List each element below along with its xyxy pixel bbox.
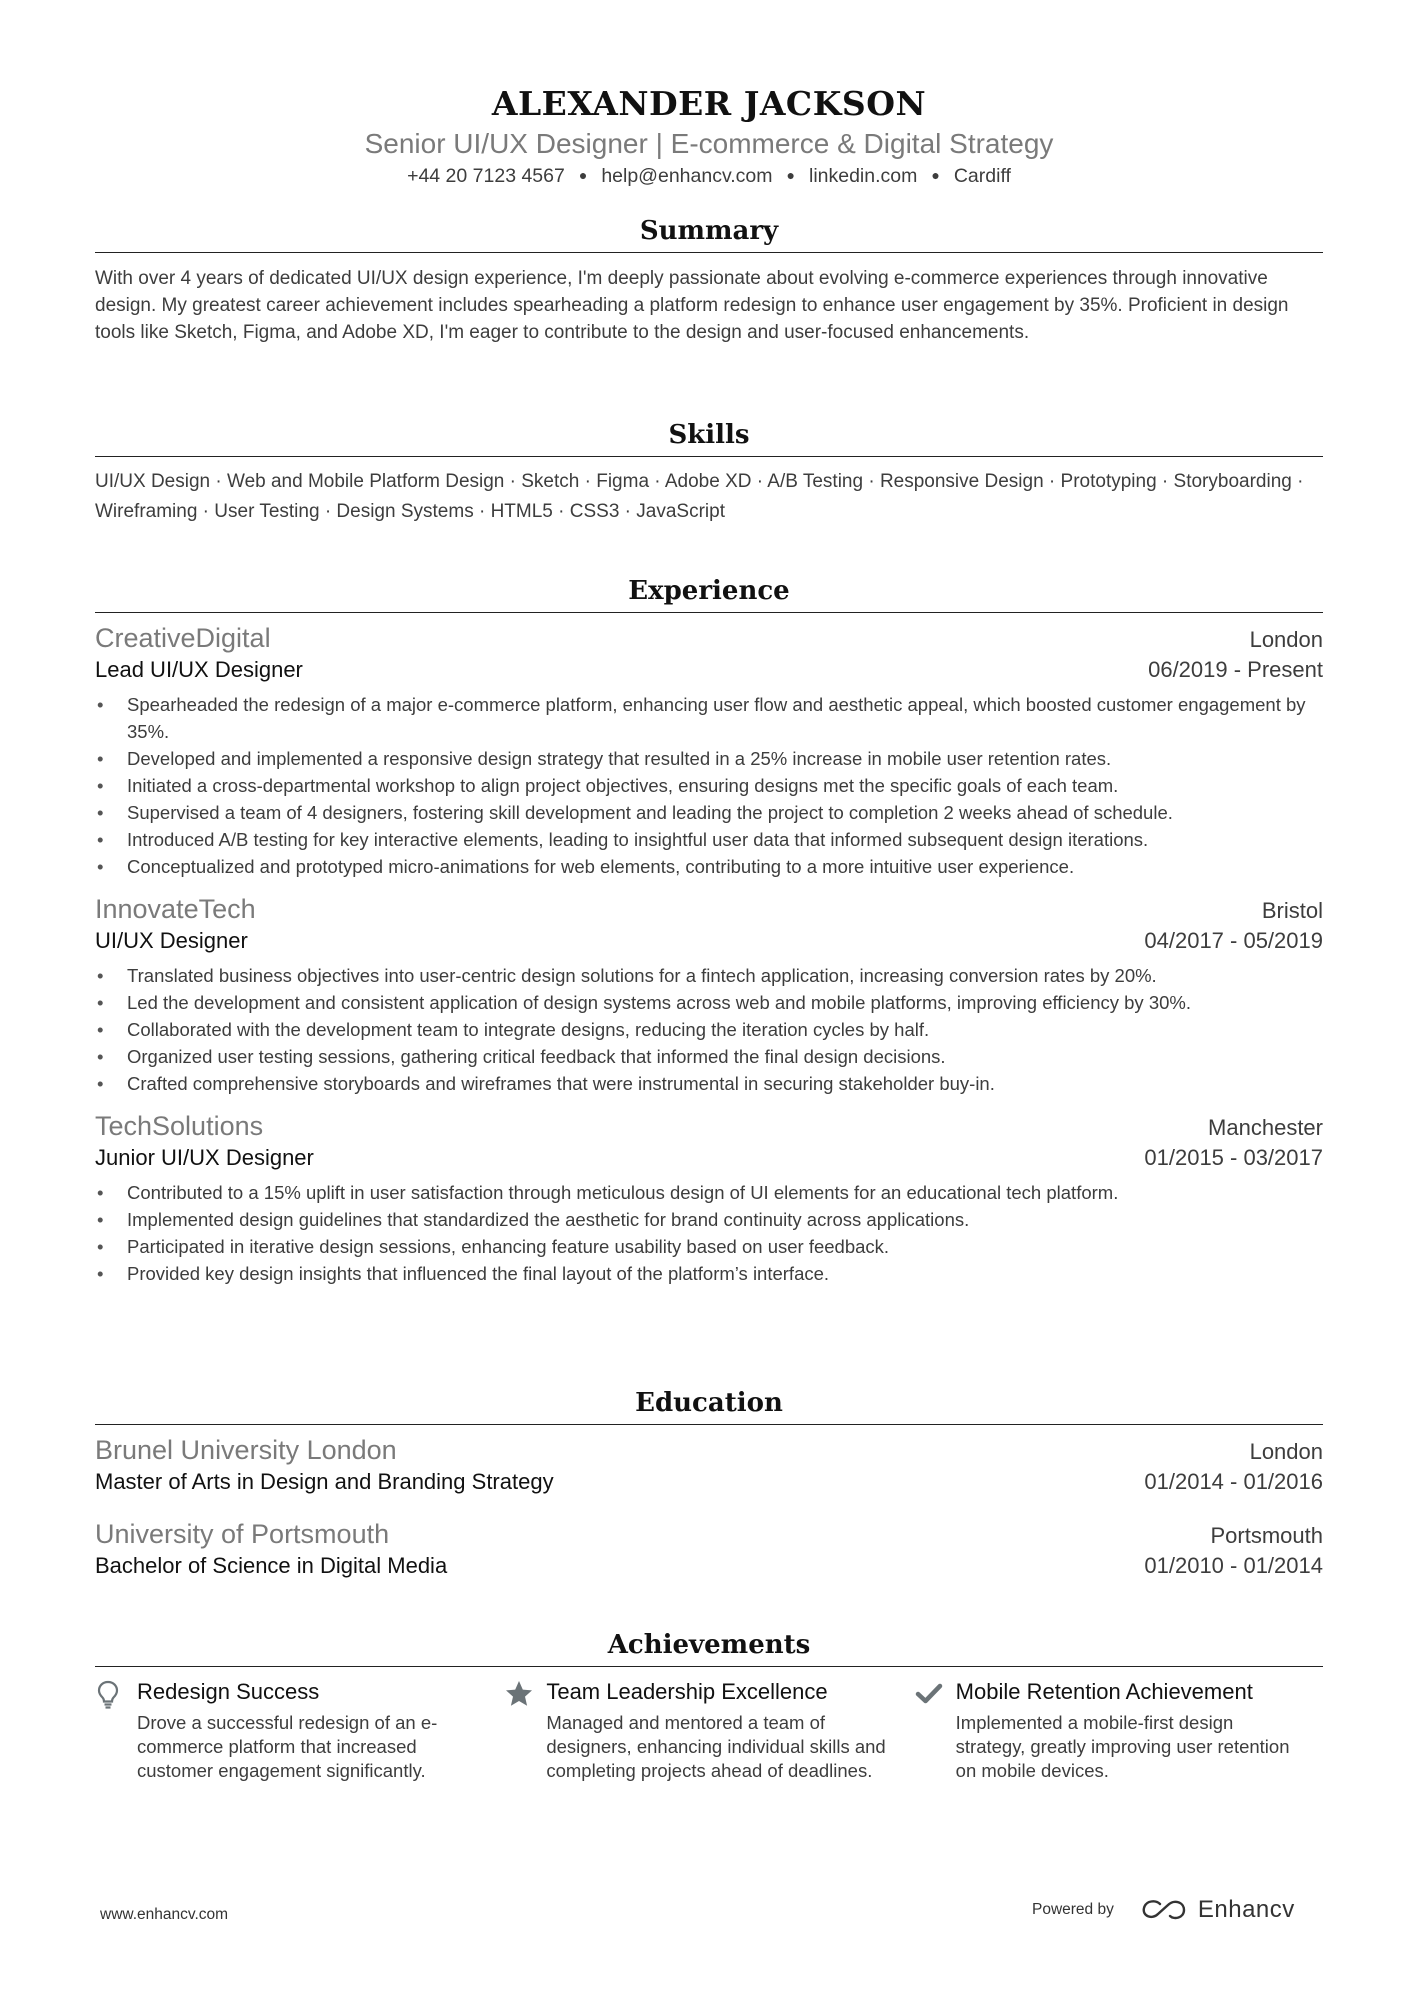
school-name: University of Portsmouth	[95, 1519, 390, 1549]
bullet-item: • Led the development and consistent application of design systems across web and mobile platforms, improving efficiency by 30%.	[127, 989, 1323, 1016]
footer-branding	[1032, 1896, 1295, 1924]
bullet-item: • Participated in iterative design sessions, enhancing feature usability based on user feedback.	[127, 1233, 1323, 1260]
company-name: TechSolutions	[95, 1111, 264, 1141]
bullet-item: • Introduced A/B testing for key interactive elements, leading to insightful user data that informed subsequent design iterations.	[127, 826, 1323, 853]
job-location: Manchester	[1208, 1115, 1323, 1140]
job-bullets	[95, 1179, 1323, 1287]
job-entry	[95, 892, 1323, 1097]
achievements-section	[95, 1628, 1323, 1783]
education-dates: 01/2014 - 01/2016	[1144, 1469, 1323, 1494]
job-title: UI/UX Designer	[95, 928, 248, 953]
job-entry	[95, 621, 1323, 880]
bullet-item: • Implemented design guidelines that standardized the aesthetic for brand continuity across applications.	[127, 1206, 1323, 1233]
candidate-headline: Senior UI/UX Designer | E-commerce & Digital Strategy	[364, 128, 1054, 159]
achievement-title: Mobile Retention Achievement	[955, 1679, 1253, 1704]
skills-section	[95, 418, 1323, 527]
job-title: Junior UI/UX Designer	[95, 1145, 314, 1170]
education-dates: 01/2010 - 01/2014	[1144, 1553, 1323, 1578]
checkmark-icon	[914, 1677, 956, 1783]
job-dates: 01/2015 - 03/2017	[1144, 1145, 1323, 1170]
achievements-grid	[95, 1677, 1323, 1783]
resume-page	[95, 0, 1323, 1781]
bullet-item: • Conceptualized and prototyped micro-animations for web elements, contributing to a more intuitive user experience.	[127, 853, 1323, 880]
footer-website-link[interactable]: www.enhancv.com	[100, 1906, 229, 1923]
enhancv-logo-icon	[1140, 1898, 1188, 1922]
separator-dot: ●	[578, 167, 588, 183]
school-location: Portsmouth	[1210, 1523, 1323, 1548]
job-entry	[95, 1109, 1323, 1287]
bullet-item: • Supervised a team of 4 designers, fostering skill development and leading the project to completion 2 weeks ahead of schedule.	[127, 799, 1323, 826]
enhancv-logo[interactable]	[1140, 1896, 1295, 1924]
lightbulb-icon	[95, 1677, 137, 1783]
achievement-title: Team Leadership Excellence	[546, 1679, 828, 1704]
powered-by-label: Powered by	[1032, 1901, 1114, 1918]
summary-section	[95, 214, 1323, 346]
education-entry	[95, 1433, 1323, 1497]
company-name: InnovateTech	[95, 894, 256, 924]
achievement-description: Implemented a mobile-first design strategy, greatly improving user retention on mobile devices.	[955, 1712, 1290, 1781]
job-bullets	[95, 962, 1323, 1097]
bullet-item: • Provided key design insights that influenced the final layout of the platform’s interface.	[127, 1260, 1323, 1287]
school-location: London	[1249, 1439, 1323, 1464]
company-name: CreativeDigital	[95, 623, 271, 653]
email-link[interactable]: help@enhancv.com	[601, 165, 773, 187]
section-title-achievements: Achievements	[95, 1628, 1323, 1667]
bullet-item: • Developed and implemented a responsive design strategy that resulted in a 25% increase in mobile user retention rates.	[127, 745, 1323, 772]
achievement-description: Managed and mentored a team of designers, enhancing individual skills and completing projects ahead of deadlines.	[546, 1712, 886, 1781]
bullet-item: • Collaborated with the development team to integrate designs, reducing the iteration cycles by half.	[127, 1016, 1323, 1043]
job-bullets	[95, 691, 1323, 880]
experience-section	[95, 574, 1323, 1287]
education-section	[95, 1386, 1323, 1581]
job-location: London	[1249, 627, 1323, 652]
job-title: Lead UI/UX Designer	[95, 657, 303, 682]
bullet-item: • Initiated a cross-departmental workshop to align project objectives, ensuring designs met the specific goals of each team.	[127, 772, 1323, 799]
skills-list: UI/UX Design · Web and Mobile Platform Design · Sketch · Figma · Adobe XD · A/B Testing · Responsive Design · Prototyping · Storyboarding · Wireframing · User Testing · Design Systems · HTML5 · CSS3 · JavaScript	[95, 471, 1304, 522]
achievement-item	[504, 1677, 913, 1783]
star-icon	[504, 1677, 546, 1783]
job-dates: 06/2019 - Present	[1148, 657, 1323, 682]
section-title-education: Education	[95, 1386, 1323, 1425]
bullet-item: • Translated business objectives into user-centric design solutions for a fintech application, increasing conversion rates by 20%.	[127, 962, 1323, 989]
job-location: Bristol	[1261, 898, 1323, 923]
achievement-item	[95, 1677, 504, 1783]
bullet-item: • Spearheaded the redesign of a major e-commerce platform, enhancing user flow and aesthetic appeal, which boosted customer engagement by 35%.	[127, 691, 1323, 745]
section-title-summary: Summary	[95, 214, 1323, 253]
job-dates: 04/2017 - 05/2019	[1144, 928, 1323, 953]
resume-header	[95, 0, 1323, 189]
contact-line	[95, 162, 1323, 189]
achievement-description: Drove a successful redesign of an e-commerce platform that increased customer engagement significantly.	[137, 1712, 438, 1781]
section-title-experience: Experience	[95, 574, 1323, 613]
achievement-title: Redesign Success	[137, 1679, 320, 1704]
separator-dot: ●	[786, 167, 795, 183]
bullet-item: • Crafted comprehensive storyboards and wireframes that were instrumental in securing stakeholder buy-in.	[127, 1070, 1323, 1097]
candidate-name: ALEXANDER JACKSON	[491, 84, 927, 123]
bullet-item: • Organized user testing sessions, gathering critical feedback that informed the final design decisions.	[127, 1043, 1323, 1070]
degree: Master of Arts in Design and Branding Strategy	[95, 1469, 554, 1494]
bullet-item: • Contributed to a 15% uplift in user satisfaction through meticulous design of UI elements for an educational tech platform.	[127, 1179, 1323, 1206]
location: Cardiff	[953, 165, 1011, 187]
separator-dot: ●	[931, 167, 940, 183]
school-name: Brunel University London	[95, 1435, 397, 1465]
education-entry	[95, 1517, 1323, 1581]
phone: +44 20 7123 4567	[407, 165, 565, 187]
summary-text: With over 4 years of dedicated UI/UX design experience, I'm deeply passionate about evolving e-commerce experiences through innovative design. My greatest career achievement includes spearheading a platform redesign to enhance user engagement by 35%. Proficient in design tools like Sketch, Figma, and Adobe XD, I'm eager to contribute to the design and user-focused enhancements.	[95, 268, 1289, 343]
section-title-skills: Skills	[95, 418, 1323, 457]
achievement-item	[914, 1677, 1323, 1783]
enhancv-logo-text: Enhancv	[1197, 1896, 1295, 1923]
linkedin-link[interactable]: linkedin.com	[808, 165, 918, 187]
degree: Bachelor of Science in Digital Media	[95, 1553, 448, 1578]
